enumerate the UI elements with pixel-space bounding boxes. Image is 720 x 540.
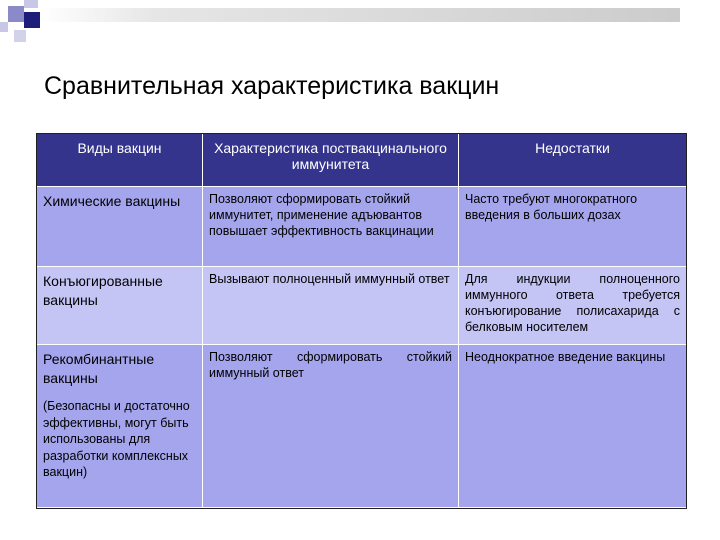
vaccine-type-note: (Безопасны и достаточно эффективны, могут быть использованы для разработки комплексных вакцин): [43, 399, 190, 479]
header-vaccine-type: Виды вакцин: [37, 134, 203, 187]
page-title: Сравнительная характеристика вакцин: [44, 72, 500, 100]
cell-immunity: Вызывают полноценный иммунный ответ: [203, 267, 459, 345]
header-drawbacks: Недостатки: [459, 134, 687, 187]
cell-vaccine-type: Химические вакцины: [37, 187, 203, 267]
vaccine-comparison-table: [36, 133, 687, 508]
cell-drawbacks: Неоднократное введение вакцины: [459, 345, 687, 508]
cell-drawbacks: Для индукции полноценного иммунного ответа требуется конъюгирование полисахарида с белковым носителем: [459, 267, 687, 345]
table-row: [37, 345, 687, 508]
deco-square-2: [24, 0, 38, 8]
header-immunity: Характеристика поствакцинального иммунитета: [203, 134, 459, 187]
deco-square-1: [8, 6, 24, 22]
vaccine-type-label: Рекомбинантные вакцины: [43, 351, 155, 386]
cell-immunity: Позволяют сформировать стойкий иммунный ответ: [203, 345, 459, 508]
cell-vaccine-type: [37, 345, 203, 508]
table-row: [37, 267, 687, 345]
deco-square-4: [0, 22, 8, 32]
deco-square-3: [24, 12, 40, 28]
table-row: [37, 187, 687, 267]
cell-drawbacks: Часто требуют многократного введения в больших дозах: [459, 187, 687, 267]
cell-immunity: Позволяют сформировать стойкий иммунитет, применение адъювантов повышает эффективность вакцинации: [203, 187, 459, 267]
header-stripe: [40, 8, 680, 22]
deco-square-5: [14, 30, 26, 42]
table-header-row: [37, 134, 687, 187]
cell-vaccine-type: Конъюгированные вакцины: [37, 267, 203, 345]
